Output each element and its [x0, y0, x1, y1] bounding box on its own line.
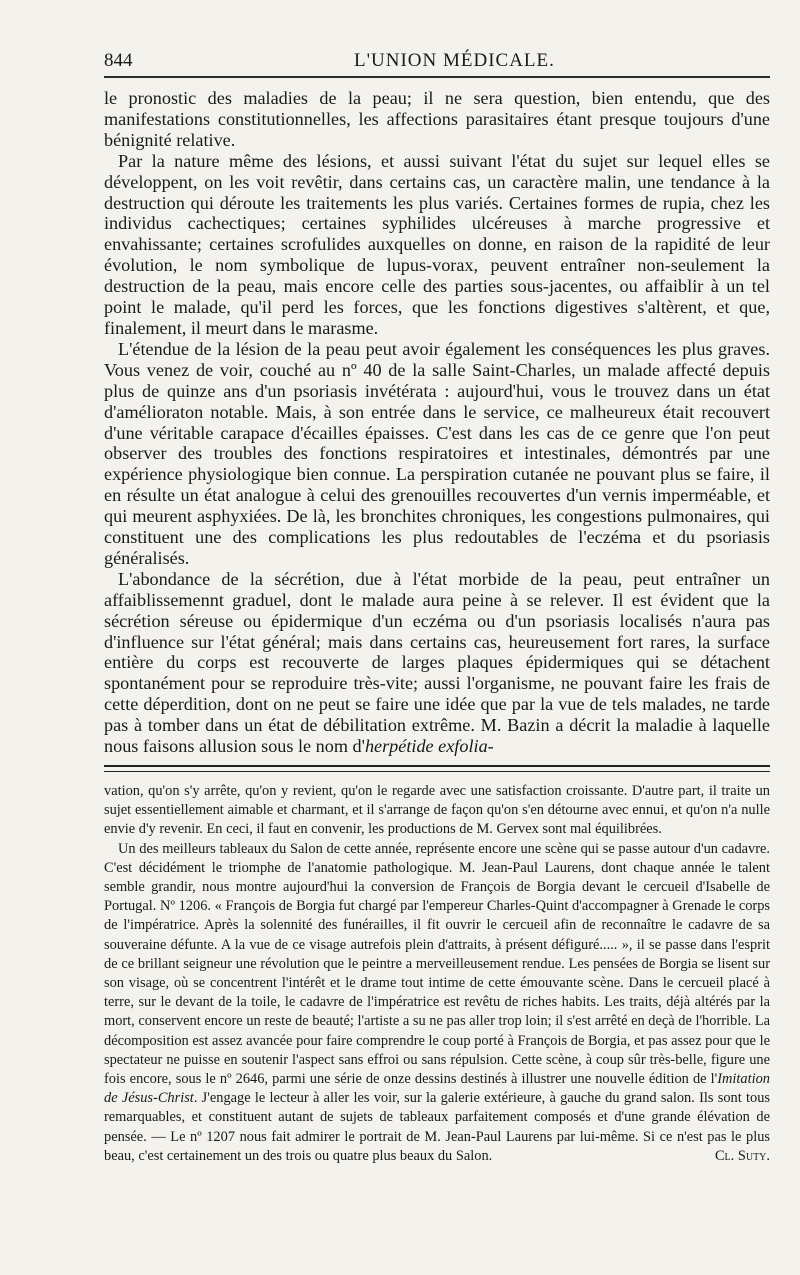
feuilleton-paragraph-2-start: Un des meilleurs tableaux du Salon de cette année, représente encore une scène qui se passe autour d'un cadavre. C'est décidément le triomphe de l'anatomie pathologique. M. Jean-Paul Laurens, dont chaque année le talent semble grandir, nous montre aujourd'hui la conversion de François de Borgia devant le cercueil d'Isabelle de Portugal. Nº 1206. « François de Borgia fut chargé par l'empereur Charles-Quint d'accompagner à Grenade le corps de l'impératrice. Après la solennité des funérailles, il fit ouvrir le cercueil afin de reconnaître le cadavre de sa souveraine défunte. A la vue de ce visage autrefois plein d'attraits, à présent défiguré..... », il se passe dans l'esprit de ce brillant seigneur une révolution que le peintre a merveilleusement rendue. Les pensées de Borgia se lisent sur son visage, où se concentrent l'intérêt et le drame tout intime de cette émouvante scène. Dans le cercueil placé à terre, sur le devant de la toile, le cadavre de l'impératrice est revêtu de riches habits. Les traits, déjà altérés par la mort, conservent encore un reste de beauté; l'artiste a su ne pas aller trop loin; il s'est arrêté en deçà de l'horrible. La décomposition est assez avancée pour faire comprendre le coup porté à François de Borgia, et pas assez pour que le spectateur ne puisse en soutenir l'aspect sans effroi ou sans répulsion. Cette scène, à coup sûr très-belle, figure une fois encore, sous le nº 2646, parmi une série de onze dessins destinés à illustrer une nouvelle édition de l': [104, 840, 770, 1088]
article-paragraph-1: le pronostic des maladies de la peau; il ne sera question, bien entendu, que des manifestations constitutionnelles, les affections parasitaires étant presque toujours d'une bénignité relative.: [104, 88, 770, 150]
article-paragraph-2: Par la nature même des lésions, et aussi suivant l'état du sujet sur lequel elles se développent, on les voit revêtir, dans certains cas, un caractère malin, une tendance à la destruction qui déroute les traitements les plus variés. Certaines formes de rupia, chez les individus cachectiques; certaines syphilides ulcéreuses à marche progressive et envahissante; certaines scrofulides auxquelles on donne, en raison de la rapidité de leur évolution, le nom symbolique de lupus-vorax, peuvent entraîner non-seulement la destruction de la peau, mais encore celle des parties sous-jacentes, ou affaiblir à un tel point le malade, qu'il perd les forces, que les fonctions digestives s'altèrent, et que, finalement, il meurt dans le marasme.: [104, 150, 770, 338]
italic-term: herpétide exfolia-: [364, 736, 494, 757]
feuilleton-paragraph-1: vation, qu'on s'y arrête, qu'on y revient, qu'on le regarde avec une satisfaction croissante. D'autre part, il traite un sujet essentiellement aimable et charmant, et il s'arrange de façon qu'on s'en détourne avec ennui, et qu'on n'a nulle envie d'y revenir. En ceci, il faut en convenir, les productions de M. Gervex sont mal équilibrées.: [104, 783, 770, 838]
feuilleton-section: [104, 782, 770, 1166]
main-article: [104, 88, 770, 757]
feuilleton-paragraph-2-end: . J'engage le lecteur à aller les voir, sur la galerie extérieure, à gauche du grand salon. Ils sont tous remarquables, et constituent autant de sujets de tableaux parfaitement composés et d'une grande élévation de pensée. — Le nº 1207 nous fait admirer le portrait de M. Jean-Paul Laurens par lui-même. Si ce n'est pas le plus beau, c'est certainement un des trois ou quatre plus beaux du Salon.: [104, 1090, 770, 1164]
article-paragraph-4-text: L'abondance de la sécrétion, due à l'état morbide de la peau, peut entraîner un affaiblissemennt graduel, dont le malade aura peine à se relever. Il est évident que la sécrétion séreuse ou épidermique d'un eczéma ou d'un psoriasis localisés n'aura pas d'influence sur l'état général; mais dans certains cas, heureusement fort rares, la surface entière du corps est recouverte de larges plaques épidermiques qui se détachent spontanément pour se reproduire très-vite; aussi l'organisme, ne pouvant faire les frais de cette déperdition, dont on ne peut se faire une idée que par la vue de tels malades, ne tarde pas à tomber dans un état de débilitation extrême. M. Bazin a décrit la maladie à laquelle nous faisons allusion sous le nom d': [104, 568, 770, 757]
article-paragraph-4: [104, 569, 770, 757]
author-signature: Cl. Suty.: [714, 1147, 770, 1164]
feuilleton-separator: [104, 765, 770, 772]
journal-title: L'UNION MÉDICALE.: [354, 50, 555, 71]
running-head: [104, 50, 770, 78]
article-paragraph-3: L'étendue de la lésion de la peau peut avoir également les conséquences les plus graves. Vous venez de voir, couché au nº 40 de la salle Saint-Charles, un malade affecté depuis plus de quinze ans d'un psoriasis invétérata : aujourd'hui, vous le trouvez dans un état d'amélioraton notable. Mais, à son entrée dans le service, ce malheureux était recouvert d'une véritable carapace d'écailles épaisses. C'est dans les cas de ce genre que l'on peut observer des troubles des fonctions respiratoires et intestinales, démontrés par une expérience physiologique bien connue. La perspiration cutanée ne pouvant plus se faire, il en résulte un état analogue à celui des grenouilles recouvertes d'un vernis imperméable, et qui meurent asphyxiées. De là, les bronchites chroniques, les congestions pulmonaires, qui constituent une des complications les plus redoutables de l'eczéma et du psoriasis généralisés.: [104, 338, 770, 568]
page-number: 844: [104, 50, 133, 71]
book-title: Imitation de Jésus-Christ: [104, 1071, 770, 1107]
feuilleton-paragraph-2: [104, 840, 770, 1166]
